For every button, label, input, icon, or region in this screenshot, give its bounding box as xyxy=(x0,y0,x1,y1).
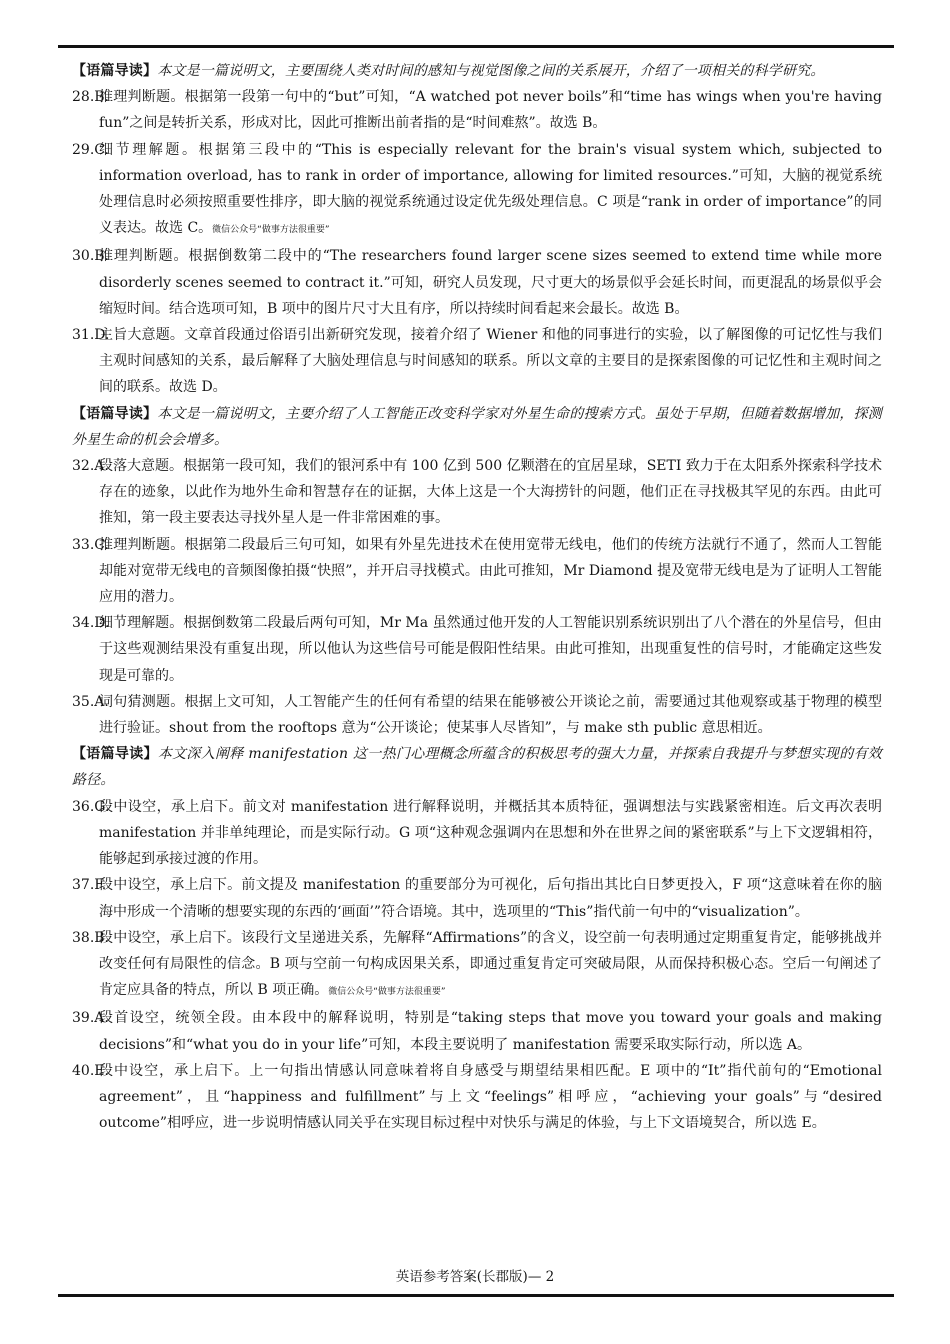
answer-text: 主旨大意题。文章首段通过俗语引出新研究发现，接着介绍了 Wiener 和他的同事进行的实验，以了解图像的可记忆性与我们主观时间感知的关系，最后解释了大脑处理信息与时间感知的联系。所以文章的主要目的是探索图像的可记忆性和主观时间之间的联系。故选 D。 xyxy=(99,327,882,396)
answer-number: 34.D. xyxy=(72,615,110,632)
answer-number: 31.D. xyxy=(72,327,110,344)
top-rule xyxy=(58,45,894,48)
answer-32 xyxy=(72,453,882,532)
answer-number: 40.E. xyxy=(72,1062,109,1079)
answer-39 xyxy=(72,1005,882,1057)
answer-text: 细节理解题。根据倒数第二段最后两句可知，Mr Ma 虽然通过他开发的人工智能识别系统识别出了八个潜在的外星信号，但由于这些观测结果没有重复出现，所以他认为这些信号可能是假阳性结果。由此可推知，出现重复性的信号时，才能确定这些发现是可靠的。 xyxy=(99,615,882,684)
passage-intro-3 xyxy=(72,741,882,793)
answer-38 xyxy=(72,925,882,1006)
answer-35 xyxy=(72,689,882,741)
content xyxy=(72,58,882,1136)
passage-intro-2 xyxy=(72,401,882,453)
intro-tag: 【语篇导读】 xyxy=(72,405,158,422)
answer-text: 段中设空，承上启下。前文对 manifestation 进行解释说明，并概括其本质特征，强调想法与实践紧密相连。后文再次表明 manifestation 并非单纯理论，而是实际行动。G 项“这种观念强调内在思想和外在世界之间的紧密联系”与上下文逻辑相符，能够起到承接过渡的作用。 xyxy=(99,798,882,868)
answer-text: 段落大意题。根据第一段可知，我们的银河系中有 100 亿到 500 亿颗潜在的宜居星球，SETI 致力于在太阳系外探索科学技术存在的迹象，以此作为地外生命和智慧存在的证据，大体上这是一个大海捞针的问题，他们正在寻找极其罕见的东西。由此可推知，第一段主要表达寻找外星人是一件非常困难的事。 xyxy=(99,458,882,527)
intro-text: 本文深入阐释 manifestation 这一热门心理概念所蕴含的积极思考的强大力量，并探索自我提升与梦想实现的有效路径。 xyxy=(72,746,882,789)
answer-text: 词句猜测题。根据上文可知，人工智能产生的任何有希望的结果在能够被公开谈论之前，需要通过其他观察或基于物理的模型进行验证。shout from the rooftops 意为“公开谈论；使某事人尽皆知”，与 make sth public 意思相近。 xyxy=(99,693,882,737)
answer-number: 29.C. xyxy=(72,141,109,158)
watermark-note: 微信公众号“做事方法很重要” xyxy=(212,225,330,236)
answer-text: 细节理解题。根据第三段中的“This is especially relevant for the brain's visual system which, subjected to information overload, has to rank in order of importance, allowing for limited resources.”可知，大脑的视觉系统处理信息时必须按照重要性排序，即大脑的视觉系统通过设定优先级处理信息。C 项是“rank in order of importance”的同义表达。故选 C。 xyxy=(99,141,882,237)
answer-number: 33.C. xyxy=(72,536,109,553)
answer-text: 推理判断题。根据倒数第二段中的“The researchers found larger scene sizes seemed to extend time while more disorderly scenes seemed to contract it.”可知，研究人员发现，尺寸更大的场景似乎会延长时间，而更混乱的场景似乎会缩短时间。结合选项可知，B 项中的图片尺寸大且有序，所以持续时间看起来会最长。故选 B。 xyxy=(99,248,882,317)
intro-tag: 【语篇导读】 xyxy=(72,63,158,79)
answer-40 xyxy=(72,1058,882,1137)
intro-text: 本文是一篇说明文，主要围绕人类对时间的感知与视觉图像之间的关系展开，介绍了一项相关的科学研究。 xyxy=(157,63,825,79)
answer-number: 38.B. xyxy=(72,929,110,946)
intro-text: 本文是一篇说明文，主要介绍了人工智能正改变科学家对外星生命的搜索方式。虽处于早期，但随着数据增加，探测外星生命的机会会增多。 xyxy=(72,405,882,448)
answer-text: 段首设空，统领全段。由本段中的解释说明，特别是“taking steps that move you toward your goals and making decisions”和“what you do in your life”可知，本段主要说明了 manifestation 需要采取实际行动，所以选 A。 xyxy=(99,1010,882,1053)
answer-34 xyxy=(72,610,882,689)
answer-text: 段中设空，承上启下。上一句指出情感认同意味着将自身感受与期望结果相匹配。E 项中的“It”指代前句的“Emotional agreement”，且“happiness and fulfillment”与上文“feelings”相呼应，“achieving your goals”与“desired outcome”相呼应，进一步说明情感认同关乎在实现目标过程中对快乐与满足的体验，与上下文语境契合，所以选 E。 xyxy=(99,1062,882,1132)
answer-number: 37.F. xyxy=(72,877,107,894)
answer-text: 段中设空，承上启下。该段行文呈递进关系，先解释“Affirmations”的含义，设空前一句表明通过定期重复肯定，能够挑战并改变任何有局限性的信念。B 项与空前一句构成因果关系，即通过重复肯定可突破局限，从而保持积极心态。空后一句阐述了肯定应具备的特点，所以 B 项正确。 xyxy=(99,929,882,999)
intro-tag: 【语篇导读】 xyxy=(72,746,158,763)
answer-30 xyxy=(72,243,882,322)
answer-36 xyxy=(72,794,882,873)
answer-text: 推理判断题。根据第二段最后三句可知，如果有外星先进技术在使用宽带无线电，他们的传统方法就行不通了，然而人工智能却能对宽带无线电的音频图像拍摄“快照”，并开启寻找模式。由此可推知，Mr Diamond 提及宽带无线电是为了证明人工智能应用的潜力。 xyxy=(99,536,882,606)
answer-number: 30.B. xyxy=(72,248,110,265)
answer-29 xyxy=(72,137,882,244)
page-footer: 英语参考答案(长郡版)— 2 xyxy=(395,1269,555,1285)
answer-number: 36.G. xyxy=(72,798,110,815)
answer-text: 段中设空，承上启下。前文提及 manifestation 的重要部分为可视化，后句指出其比白日梦更投入，F 项“这意味着在你的脑海中形成一个清晰的想要实现的东西的‘画面’”符合语境。其中，选项里的“This”指代前一句中的“visualization”。 xyxy=(99,877,882,920)
answer-number: 39.A. xyxy=(72,1010,109,1027)
passage-intro-1 xyxy=(72,58,882,84)
answer-31 xyxy=(72,322,882,401)
watermark-note: 微信公众号“做事方法很重要” xyxy=(328,987,446,998)
answer-text: 推理判断题。根据第一段第一句中的“but”可知，“A watched pot never boils”和“time has wings when you're having fun”之间是转折关系，形成对比，因此可推断出前者指的是“时间难熬”。故选 B。 xyxy=(99,89,882,132)
answer-33 xyxy=(72,532,882,611)
answer-number: 32.A. xyxy=(72,458,109,475)
answer-number: 35.A. xyxy=(72,693,109,710)
answer-37 xyxy=(72,872,882,924)
bottom-rule xyxy=(58,1294,894,1297)
answer-number: 28.B. xyxy=(72,89,110,106)
answer-28 xyxy=(72,84,882,136)
